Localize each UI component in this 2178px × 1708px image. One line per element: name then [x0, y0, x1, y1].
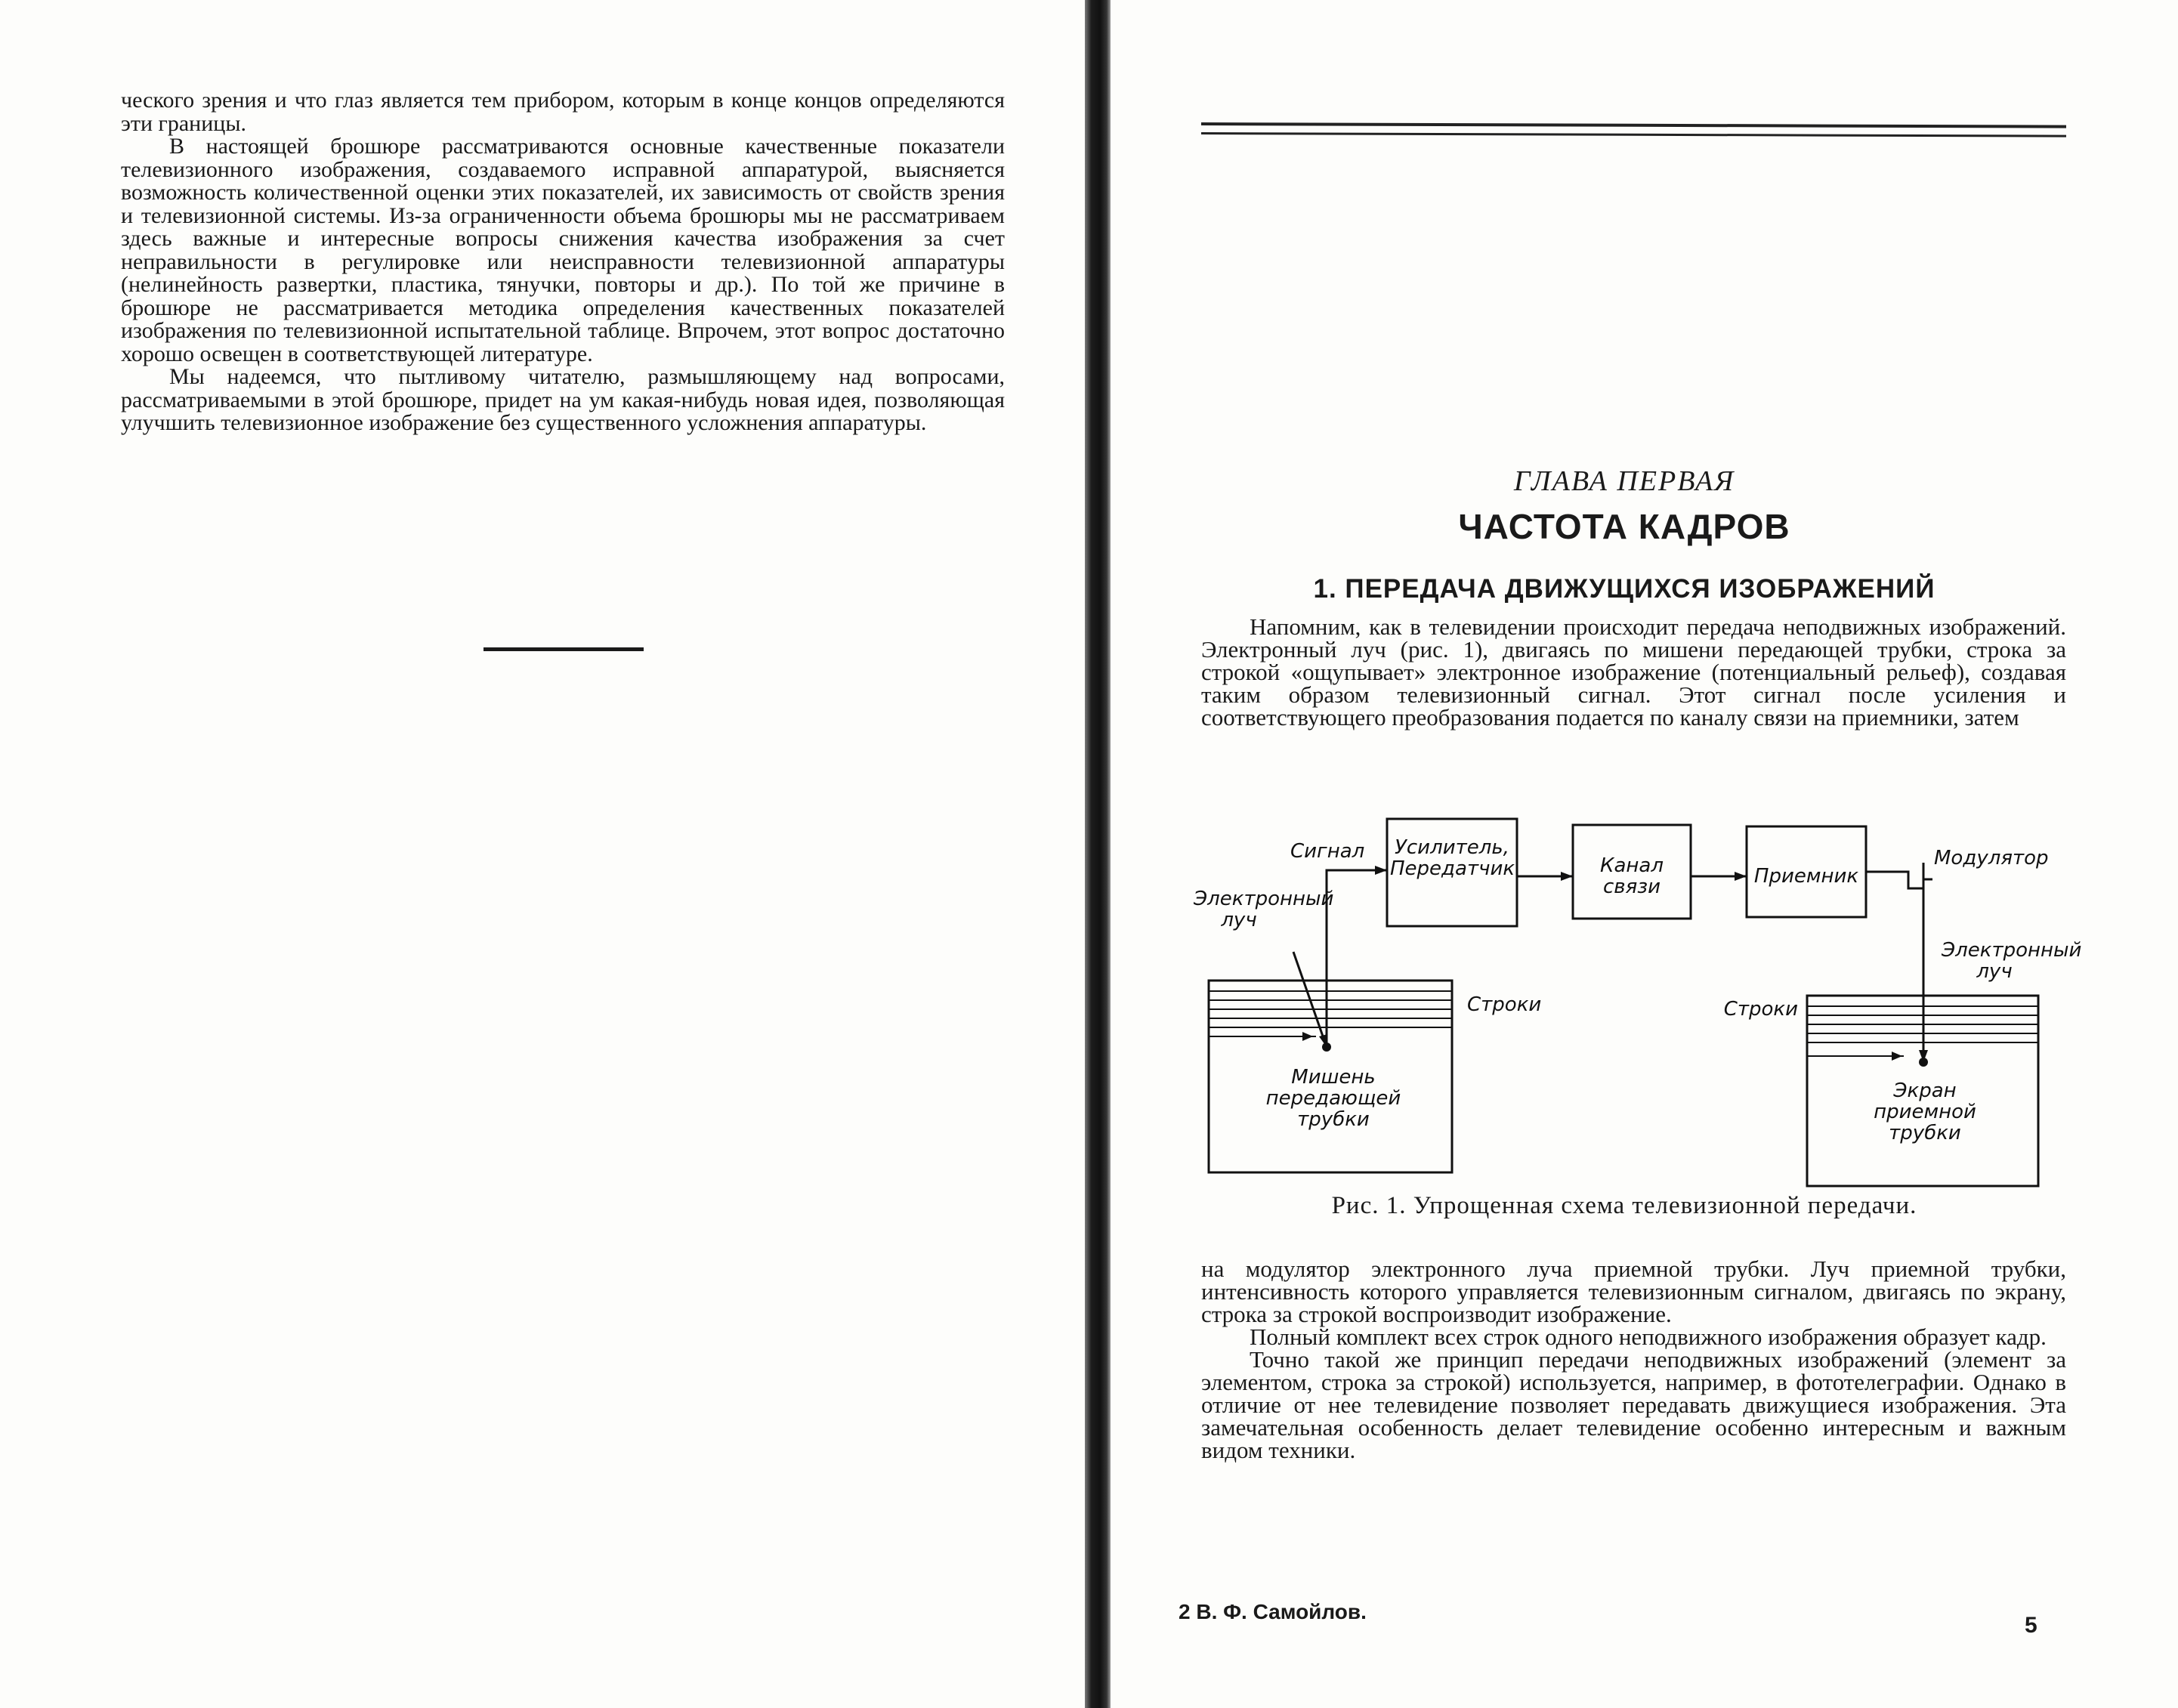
right-page — [1179, 0, 2082, 1708]
figure-caption: Рис. 1. Упрощенная схема телевизионной передачи. — [1331, 1192, 1917, 1219]
screen-label: Экран приемной трубки — [1874, 1079, 1976, 1144]
body-paragraph-3: Точно такой же принцип передачи неподвижных изображений (элемент за элементом, строка за строкой) используется, например, в фототелеграфии. Однако в отличие от нее телевидение позволяет передавать движущиеся изображения. Эта замечательная особенность делает телевидение особенно интересным и важным видом техники. — [1201, 1346, 2066, 1463]
signal-label: Сигнал — [1290, 840, 1365, 863]
footer-signature: 2 В. Ф. Самойлов. — [1179, 1600, 1367, 1623]
section-title: 1. ПЕРЕДАЧА ДВИЖУЩИХСЯ ИЗОБРАЖЕНИЙ — [1313, 574, 1935, 604]
left-paragraph-3: Мы надеемся, что пытливому читателю, размышляющему над вопросами, рассматриваемыми в этой брошюре, придет на ум какая-нибудь новая идея, позволяющая улучшить телевизионное изображение без существенного усложнения аппаратуры. — [121, 364, 1005, 435]
chapter-label: ГЛАВА ПЕРВАЯ — [1513, 465, 1735, 497]
amplifier-label: Усилитель, Передатчик — [1390, 836, 1515, 880]
modulator-label: Модулятор — [1934, 847, 2049, 869]
channel-label: Канал связи — [1600, 854, 1664, 898]
receiver-label: Приемник — [1753, 865, 1859, 888]
figure-1 — [1179, 801, 2082, 1224]
beam-right-label: Электронный луч — [1942, 939, 2082, 983]
lines-right-label: Строки — [1723, 998, 1798, 1021]
left-end-divider — [483, 647, 644, 651]
intro-paragraph: Напомним, как в телевидении происходит передача неподвижных изображений. Электронный луч (рис. 1), двигаясь по мишени передающей трубки, строка за строкой «ощупывает» электронное изображение (потенциальный рельеф), создавая таким образом телевизионный сигнал. Этот сигнал после усиления и соответствующего преобразования подается по каналу связи на приемники, затем — [1201, 613, 2066, 730]
top-rule — [1201, 122, 2066, 128]
left-paragraph-2: В настоящей брошюре рассматриваются основные качественные показатели телевизионного изображения, создаваемого исправной аппаратурой, выясняется возможность количественной оценки этих показателей, их зависимость от свойств зрения и телевизионной системы. Из-за ограниченности объема брошюры мы не рассматриваем здесь важные и интересные вопросы снижения качества изображения за счет неправильности в регулировке или неисправности телевизионной аппаратуры (нелинейность развертки, пластика, тянучки, повторы и др.). По той же причине в брошюре не рассматривается методика определения качественных показателей изображения по телевизионной испытательной таблице. Впрочем, этот вопрос достаточно хорошо освещен в соответствующей литературе. — [121, 134, 1005, 366]
chapter-title: ЧАСТОТА КАДРОВ — [1458, 507, 1790, 546]
book-spine — [1085, 0, 1111, 1708]
intro-block — [1201, 613, 2066, 730]
page-number: 5 — [2025, 1613, 2037, 1638]
beam-left-label: Электронный луч — [1194, 888, 1334, 931]
body-block — [1201, 1258, 2066, 1462]
lines-left-label: Строки — [1467, 993, 1542, 1016]
target-label: Мишень передающей трубки — [1265, 1066, 1401, 1131]
left-paragraph-1: ческого зрения и что глаз является тем прибором, которым в конце концов определяются эти границы. — [121, 88, 1005, 136]
top-rule-secondary — [1201, 132, 2066, 137]
left-page — [121, 89, 1005, 435]
body-paragraph-1: на модулятор электронного луча приемной трубки. Луч приемной трубки, интенсивность которого управляется телевизионным сигналом, двигаясь по экрану, строка за строкой воспроизводит изображение. — [1201, 1256, 2066, 1327]
body-paragraph-2: Полный комплект всех строк одного неподвижного изображения образует кадр. — [1250, 1323, 2047, 1350]
